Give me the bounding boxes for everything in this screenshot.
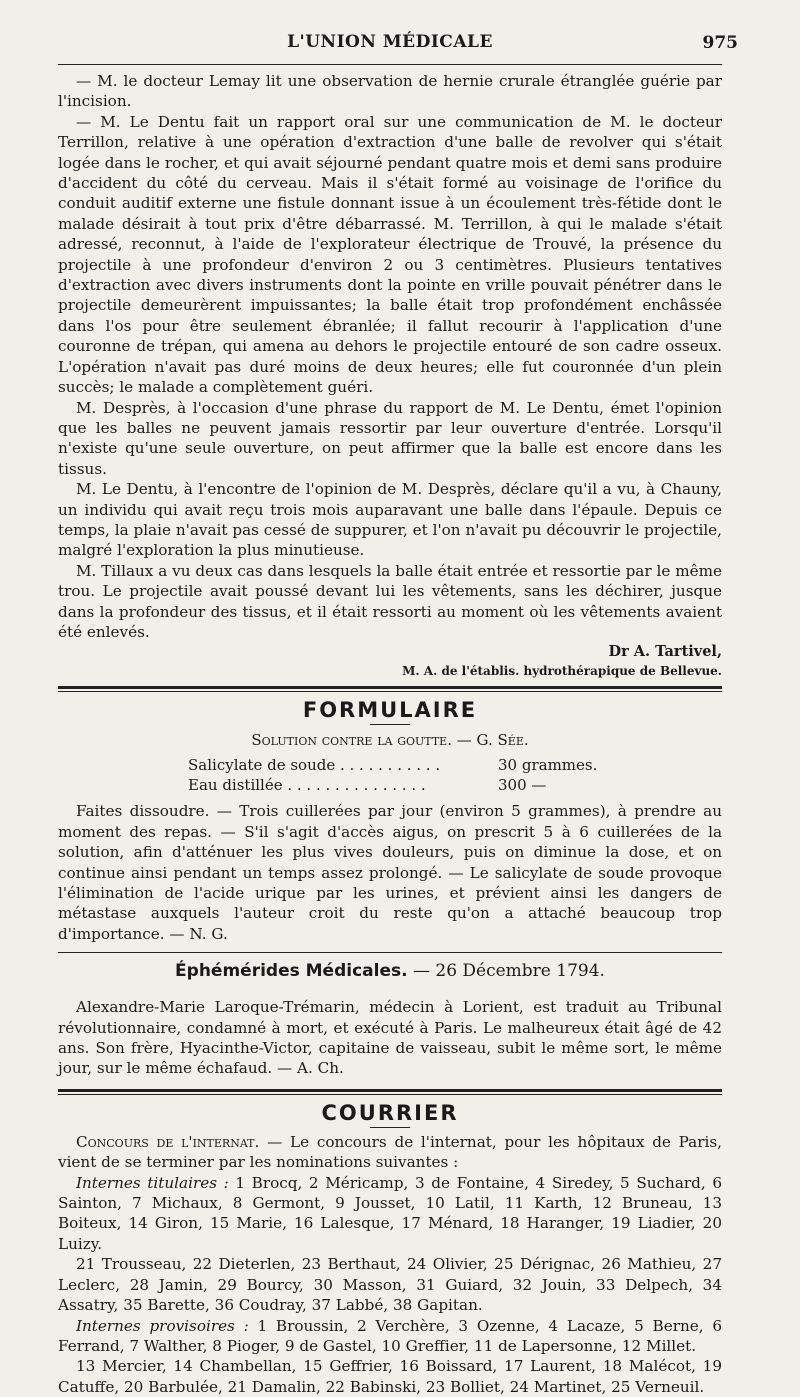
provisoires-list: 1 Broussin, 2 Verchère, 3 Ozenne, 4 Lacaze, 5 Berne, 6 Ferrand, 7 Walther, 8 Pioger, 9 de Gastel, 10 Greffier, 11 de Lapersonne, 12 Millet. [58, 1316, 722, 1355]
intro-label: Concours de l'internat. [76, 1132, 260, 1151]
section-heading: COURRIER [321, 1100, 459, 1125]
paragraph: M. Desprès, à l'occasion d'une phrase du rapport de M. Le Dentu, émet l'opinion que les balles ne peuvent jamais ressortir par leur ouverture d'entrée. Lorsqu'il n'existe qu'une seule ouverture, on peut affirmer que la balle est encore dans les tissus. [58, 398, 722, 478]
provisoires-label: Internes provisoires : [76, 1316, 249, 1335]
page-number: 975 [702, 33, 738, 53]
section-heading: FORMULAIRE [302, 698, 478, 723]
recipe-author: — G. Sée. [456, 731, 529, 750]
ingredient-name: Salicylate de soude . . . . . . . . . . . [188, 756, 441, 775]
ephemerides-section [58, 961, 722, 1079]
recipe-name: Solution contre la goutte. [251, 731, 452, 750]
section-divider [58, 686, 722, 692]
affiliation: M. A. de l'établis. hydrothérapique de Bellevue. [402, 664, 722, 679]
paragraph: Faites dissoudre. — Trois cuillerées par jour (environ 5 grammes), à prendre au moment des repas. — S'il s'agit d'accès aigus, on prescrit 5 à 6 cuillerées de la solution, afin d'atténuer les plus vives douleurs, puis on diminue la dose, et on continue ainsi pendant un temps assez prolongé. — Le salicylate de soude provoque l'élimination de l'acide urique par les urines, et prévient ainsi les dangers de métastase auxquels l'auteur croit du reste qu'on a attaché beaucoup trop d'importance. — N. G. [58, 802, 722, 943]
paragraph: 21 Trousseau, 22 Dieterlen, 23 Berthaut, 24 Olivier, 25 Dérignac, 26 Mathieu, 27 Leclerc, 28 Jamin, 29 Bourcy, 30 Masson, 31 Guiard, 32 Jouin, 33 Delpech, 34 Assatry, 35 Barette, 36 Coudray, 37 Labbé, 38 Gapitan. [58, 1255, 722, 1315]
paragraph [58, 1173, 722, 1255]
section-heading [58, 961, 722, 981]
titulaires-label: Internes titulaires : [76, 1173, 229, 1192]
paragraph: 13 Mercier, 14 Chambellan, 15 Geffrier, 16 Boissard, 17 Laurent, 18 Malécot, 19 Catuffe, 20 Barbulée, 21 Damalin, 22 Babinski, 23 Bolliet, 24 Martinet, 25 Verneuil. [58, 1357, 722, 1396]
ingredient-qty: 30 grammes. [498, 756, 598, 775]
section-divider [58, 1089, 722, 1095]
article-body [58, 71, 722, 680]
section-divider [58, 952, 722, 953]
ephemerides-heading: Éphémérides Médicales. [175, 961, 408, 982]
intro-text: — Le concours de l'internat, pour les hôpitaux de Paris, vient de se terminer par les nominations suivantes : [58, 1132, 722, 1172]
courrier-section [58, 1101, 722, 1397]
ingredient-line [188, 755, 618, 775]
running-header [58, 30, 738, 65]
paragraph: Alexandre-Marie Laroque-Trémarin, médecin à Lorient, est traduit au Tribunal révolutionnaire, condamné à mort, et exécuté à Paris. Le malheureux était âgé de 42 ans. Son frère, Hyacinthe-Victor, capitaine de vaisseau, subit le même sort, le même jour, sur le même échafaud. — A. Ch. [58, 998, 722, 1078]
paragraph [58, 1132, 722, 1173]
paragraph: M. Le Dentu, à l'encontre de l'opinion de M. Desprès, déclare qu'il a vu, à Chauny, un individu qui avait reçu trois mois auparavant une balle dans l'épaule. Depuis ce temps, la plaie n'avait pas cessé de suppurer, et l'on n'avait pu découvrir le projectile, malgré l'exploration la plus minutieuse. [58, 480, 722, 560]
formulaire-section [58, 698, 722, 944]
recipe-title [58, 731, 722, 749]
titulaires-list: 1 Brocq, 2 Méricamp, 3 de Fontaine, 4 Siredey, 5 Suchard, 6 Sainton, 7 Michaux, 8 Germont, 9 Jousset, 10 Latil, 11 Karth, 12 Bruneau, 13 Boiteux, 14 Giron, 15 Marie, 16 Lalesque, 17 Ménard, 18 Haranger, 19 Liadier, 20 Luizy. [58, 1173, 722, 1253]
signature: Dr A. Tartivel, [608, 643, 722, 661]
ingredient-line [188, 775, 618, 795]
short-divider [370, 1127, 410, 1128]
journal-title: L'UNION MÉDICALE [287, 32, 493, 52]
paragraph: M. Tillaux a vu deux cas dans lesquels la balle était entrée et ressortie par le même trou. Le projectile avait poussé devant lui les vêtements, sans les déchirer, jusque dans la profondeur des tissus, et il était ressorti au moment où les vêtements avaient été enlevés. [58, 561, 722, 641]
ingredient-qty: 300 — [498, 776, 547, 795]
paragraph: — M. Le Dentu fait un rapport oral sur une communication de M. le docteur Terrillon, relative à une opération d'extraction d'une balle de revolver qui s'était logée dans le rocher, et qui avait séjourné pendant quatre mois et demi sans produire d'accident du côté du cerveau. Mais il s'était formé au voisinage de l'orifice du conduit auditif externe une fistule donnant issue à un écoulement très-fétide dont le malade désirait à tout prix d'être débarrassé. M. Terrillon, à qui le malade s'était adressé, reconnut, à l'aide de l'explorateur électrique de Trouvé, la présence du projectile à une profondeur d'environ 2 ou 3 centimètres. Plusieurs tentatives d'extraction avec divers instruments dont la pointe en vrille pouvait pénétrer dans le projectile demeurèrent impuissantes; la balle était trop profondément enchâssée dans l'os pour être seulement ébranlée; il fallut recourir à l'application d'une couronne de trépan, qui amena au dehors le projectile entouré de son cadre osseux. L'opération n'avait pas duré moins de deux heures; elle fut couronnée d'un plein succès; le malade a complètement guéri. [58, 112, 722, 397]
journal-page [58, 30, 738, 1397]
ephemerides-date: — 26 Décembre 1794. [412, 961, 605, 982]
paragraph [58, 1316, 722, 1357]
paragraph: — M. le docteur Lemay lit une observation de hernie crurale étranglée guérie par l'incision. [58, 72, 722, 111]
ingredient-name: Eau distillée . . . . . . . . . . . . . . . [188, 776, 426, 795]
short-divider [370, 724, 410, 725]
